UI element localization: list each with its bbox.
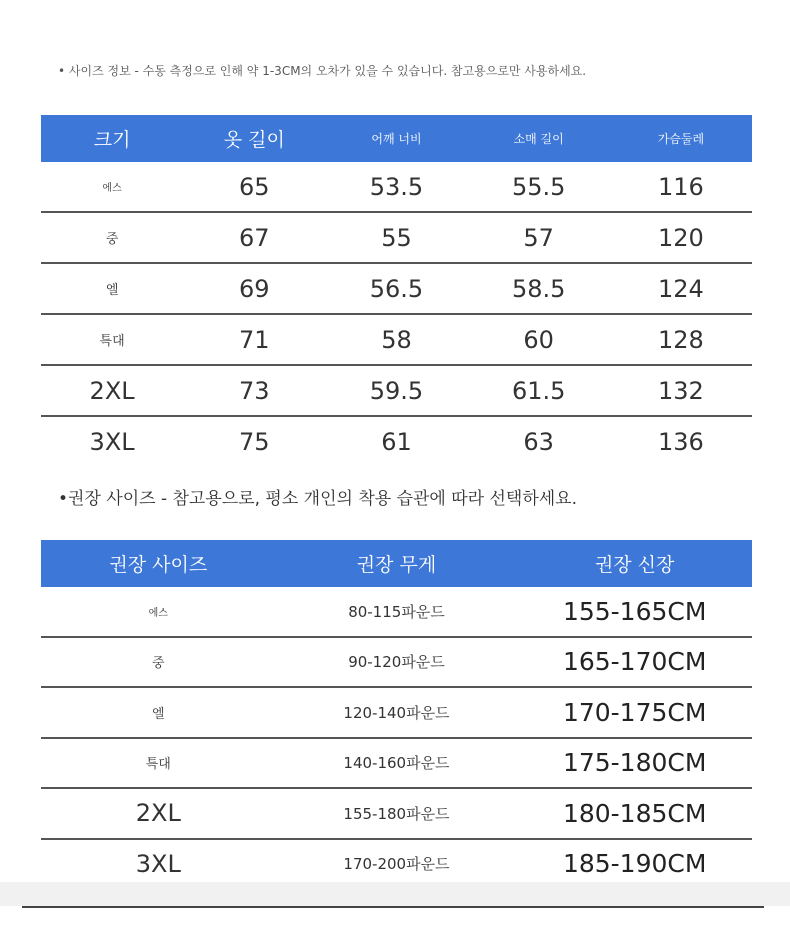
table-row (41, 314, 752, 365)
table-row (41, 839, 752, 889)
shoulder-value: 61 (381, 427, 412, 456)
length-value: 75 (239, 427, 270, 456)
size-label: 엘 (41, 263, 183, 314)
height-value: 185-190CM (562, 849, 707, 879)
size-label: 3XL (89, 427, 135, 456)
height-value: 170-175CM (517, 687, 752, 738)
sleeve-value: 63 (523, 427, 554, 456)
shoulder-value: 59.5 (325, 365, 467, 416)
table-row (41, 788, 752, 839)
size-label: 2XL (41, 365, 183, 416)
length-value: 69 (183, 263, 325, 314)
chest-value: 124 (610, 263, 752, 314)
weight-value: 140-160파운드 (276, 738, 518, 789)
recommended-size-note: •권장 사이즈 - 참고용으로, 평소 개인의 착용 습관에 따라 선택하세요. (58, 489, 577, 509)
chest-value: 132 (610, 365, 752, 416)
chest-value: 136 (657, 427, 704, 456)
weight-value: 170-200파운드 (343, 855, 450, 874)
size-label: 특대 (41, 314, 183, 365)
table-row (41, 637, 752, 688)
height-value: 180-185CM (517, 788, 752, 839)
chest-value: 120 (610, 212, 752, 263)
table-row (41, 738, 752, 789)
table-row (41, 416, 752, 466)
table-row (41, 587, 752, 637)
sleeve-value: 55.5 (468, 162, 610, 212)
length-value: 73 (183, 365, 325, 416)
header-recommended-height: 권장 신장 (517, 540, 752, 587)
weight-value: 90-120파운드 (276, 637, 518, 688)
size-label: 에스 (41, 587, 276, 637)
size-label: 특대 (41, 738, 276, 789)
size-table (41, 115, 752, 466)
header-recommended-size: 권장 사이즈 (41, 540, 276, 587)
weight-value: 120-140파운드 (276, 687, 518, 738)
table-row (41, 365, 752, 416)
recommended-size-table (41, 540, 752, 888)
size-info-note: • 사이즈 정보 - 수동 측정으로 인해 약 1-3CM의 오차가 있을 수 있습니다. 참고용으로만 사용하세요. (58, 64, 587, 78)
sleeve-value: 61.5 (468, 365, 610, 416)
shoulder-value: 53.5 (325, 162, 467, 212)
recommended-table-header (41, 540, 752, 587)
height-value: 155-165CM (517, 587, 752, 637)
table-row (41, 212, 752, 263)
header-shoulder: 어깨 너비 (325, 115, 467, 162)
bottom-band (0, 882, 790, 906)
size-label: 2XL (41, 788, 276, 839)
table-row (41, 687, 752, 738)
height-value: 165-170CM (517, 637, 752, 688)
chest-value: 128 (610, 314, 752, 365)
size-label: 에스 (41, 162, 183, 212)
length-value: 67 (183, 212, 325, 263)
size-label: 3XL (135, 849, 181, 878)
header-size: 크기 (41, 115, 183, 162)
table-row (41, 263, 752, 314)
bottom-divider (22, 906, 764, 908)
size-label: 중 (41, 637, 276, 688)
shoulder-value: 56.5 (325, 263, 467, 314)
length-value: 71 (183, 314, 325, 365)
header-length: 옷 길이 (183, 115, 325, 162)
height-value: 175-180CM (517, 738, 752, 789)
sleeve-value: 57 (468, 212, 610, 263)
table-row (41, 162, 752, 212)
size-table-header (41, 115, 752, 162)
chest-value: 116 (610, 162, 752, 212)
weight-value: 80-115파운드 (276, 587, 518, 637)
header-sleeve: 소매 길이 (468, 115, 610, 162)
sleeve-value: 58.5 (468, 263, 610, 314)
weight-value: 155-180파운드 (276, 788, 518, 839)
header-recommended-weight: 권장 무게 (276, 540, 518, 587)
shoulder-value: 55 (325, 212, 467, 263)
size-label: 중 (41, 212, 183, 263)
length-value: 65 (183, 162, 325, 212)
header-chest: 가슴둘레 (610, 115, 752, 162)
sleeve-value: 60 (468, 314, 610, 365)
shoulder-value: 58 (325, 314, 467, 365)
size-label: 엘 (41, 687, 276, 738)
